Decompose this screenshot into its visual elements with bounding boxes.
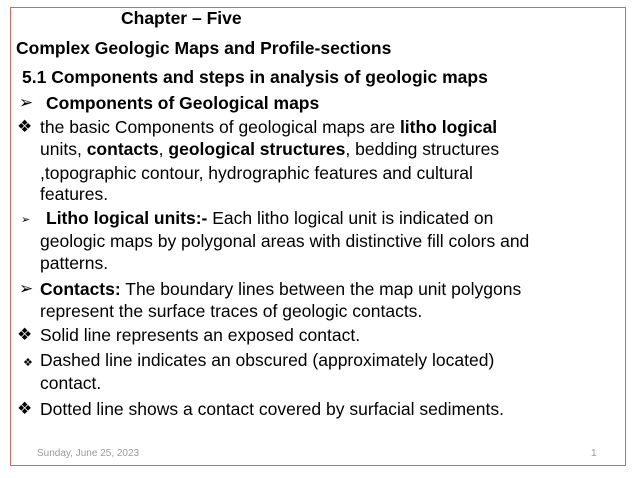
diamond-bullet-icon: ❖	[17, 399, 33, 418]
p2-line2: geologic maps by polygonal areas with distinctive fill colors and	[40, 231, 530, 251]
p1-line2: units, contacts, geological structures, bedding structures	[40, 139, 500, 159]
arrow-bullet-icon: ➢	[19, 279, 34, 298]
components-heading: Components of Geological maps	[46, 93, 320, 113]
footer-date: Sunday, June 25, 2023	[37, 448, 140, 459]
diamond-bullet-icon: ❖	[17, 117, 33, 136]
arrow-bullet-icon: ➢	[21, 214, 31, 226]
diamond-bullet-icon: ❖	[23, 357, 33, 369]
section-heading: 5.1 Components and steps in analysis of geologic maps	[22, 67, 488, 87]
p5-line1: Dashed line indicates an obscured (approximately located)	[40, 350, 495, 370]
p2-line1: Litho logical units:- Each litho logical unit is indicated on	[46, 208, 494, 228]
p1-line4: features.	[40, 184, 109, 204]
p1-line3: ,topographic contour, hydrographic features and cultural	[40, 163, 473, 183]
p3-line2: represent the surface traces of geologic contacts.	[40, 301, 423, 321]
slide-subtitle: Complex Geologic Maps and Profile-sections	[16, 38, 392, 58]
arrow-bullet-icon: ➢	[19, 93, 34, 112]
p3-line1: Contacts: The boundary lines between the map unit polygons	[40, 279, 522, 299]
slide-title: Chapter – Five	[121, 8, 242, 28]
diamond-bullet-icon: ❖	[17, 325, 33, 344]
p1-line1: the basic Components of geological maps are litho logical	[40, 117, 498, 137]
page-number: 1	[591, 448, 597, 459]
p6-line1: Dotted line shows a contact covered by surfacial sediments.	[40, 399, 504, 419]
p4-line1: Solid line represents an exposed contact.	[40, 325, 361, 345]
p5-line2: contact.	[40, 373, 102, 393]
p2-line3: patterns.	[40, 253, 109, 273]
